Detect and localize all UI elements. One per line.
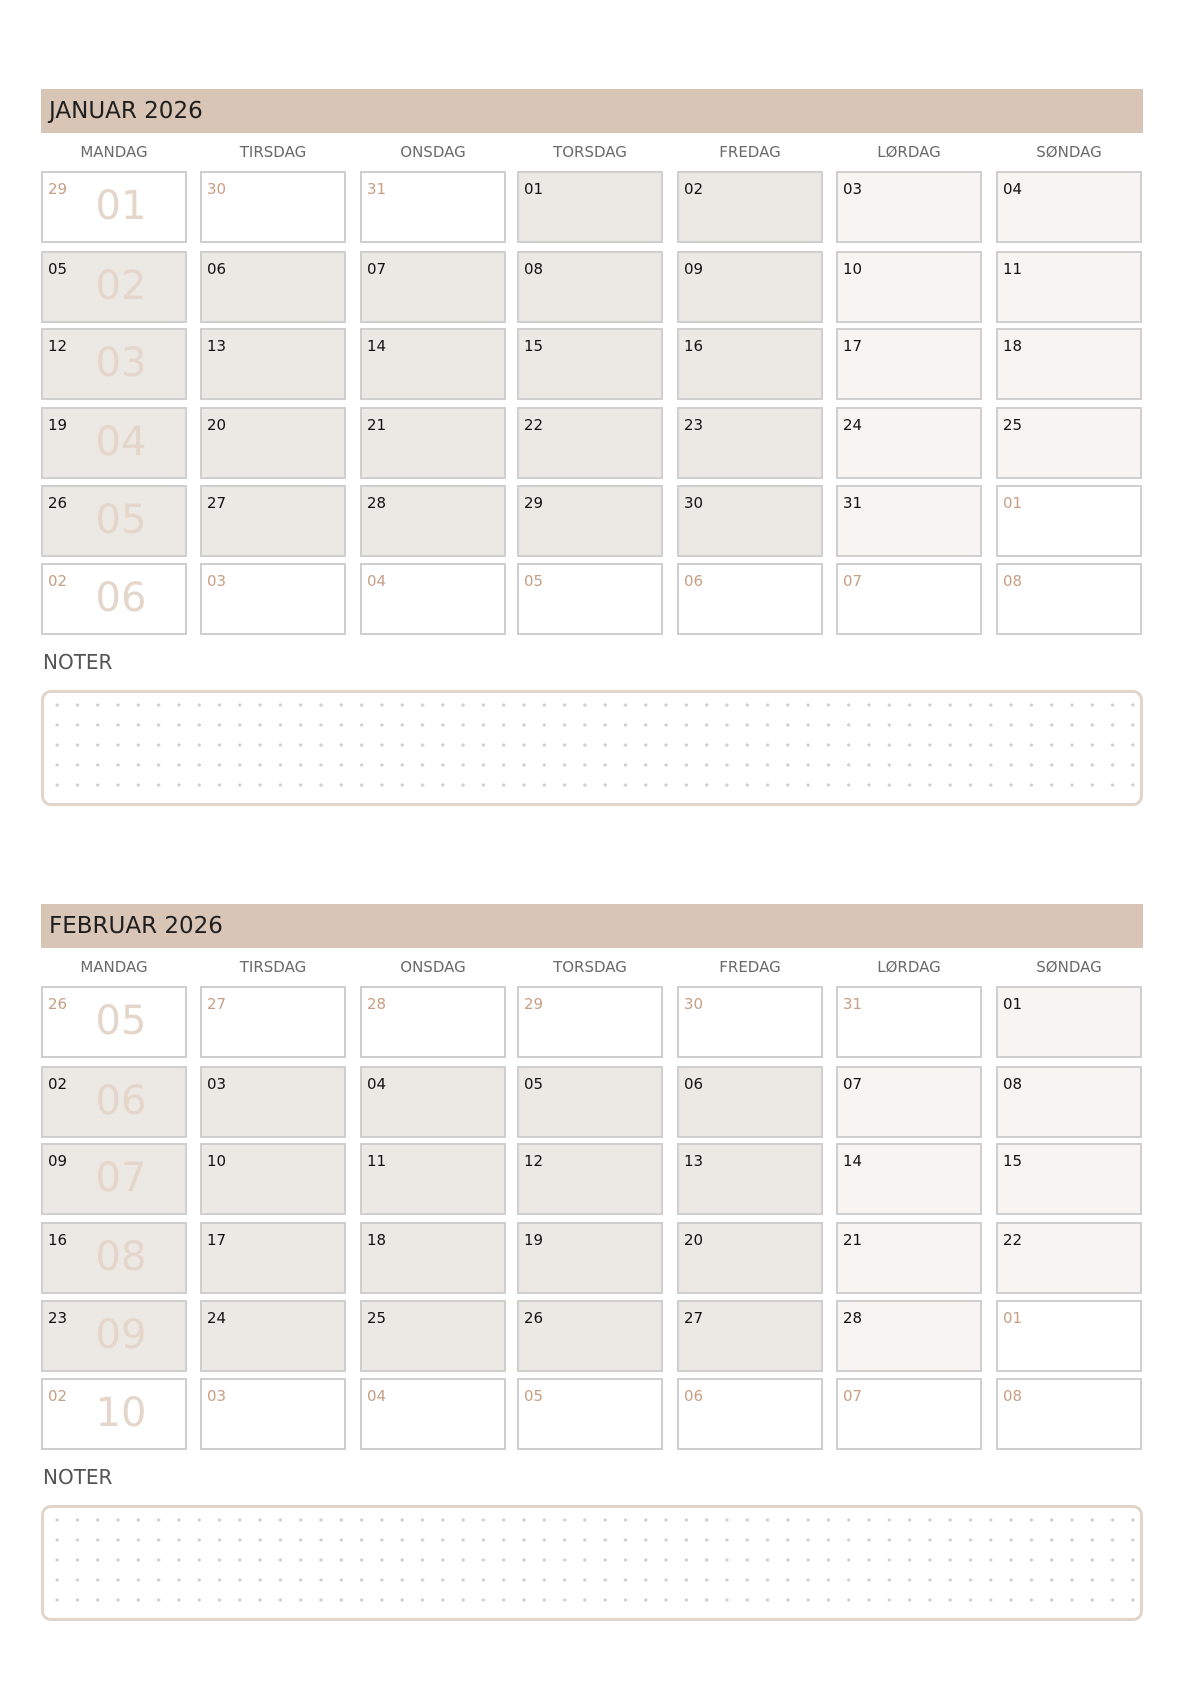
- day-number: 03: [207, 1387, 227, 1405]
- day-cell[interactable]: [996, 563, 1142, 635]
- week-number: 04: [95, 419, 147, 465]
- week-number: 07: [95, 1155, 147, 1201]
- day-number: 01: [524, 180, 544, 198]
- day-number: 16: [684, 337, 704, 355]
- day-cell[interactable]: [996, 485, 1142, 557]
- day-number: 06: [684, 572, 704, 590]
- weekday-label: TORSDAG: [553, 143, 627, 161]
- day-cell[interactable]: [517, 986, 663, 1058]
- day-number: 14: [843, 1152, 863, 1170]
- weekday-label: FREDAG: [719, 958, 781, 976]
- day-number: 08: [1003, 572, 1023, 590]
- day-number: 21: [367, 416, 387, 434]
- month-february: [41, 904, 1143, 1489]
- day-number: 15: [524, 337, 544, 355]
- day-cell[interactable]: [360, 407, 506, 479]
- day-number: 09: [48, 1152, 68, 1170]
- day-cell[interactable]: [41, 1066, 187, 1138]
- day-cell[interactable]: [360, 1300, 506, 1372]
- day-number: 27: [207, 995, 227, 1013]
- day-cell[interactable]: [360, 171, 506, 243]
- day-number: 30: [207, 180, 227, 198]
- day-cell[interactable]: [996, 986, 1142, 1058]
- day-cell[interactable]: [677, 328, 823, 400]
- day-number: 08: [1003, 1387, 1023, 1405]
- day-number: 03: [843, 180, 863, 198]
- day-cell[interactable]: [517, 328, 663, 400]
- day-cell[interactable]: [836, 986, 982, 1058]
- month-title: FEBRUAR 2026: [49, 913, 223, 939]
- day-cell[interactable]: [517, 1143, 663, 1215]
- day-number: 05: [524, 1075, 544, 1093]
- day-cell[interactable]: [677, 485, 823, 557]
- week-number: 05: [95, 497, 147, 543]
- day-cell[interactable]: [200, 1378, 346, 1450]
- day-number: 05: [524, 572, 544, 590]
- day-number: 22: [524, 416, 544, 434]
- day-number: 01: [1003, 1309, 1023, 1327]
- day-number: 16: [48, 1231, 68, 1249]
- day-cell[interactable]: [200, 251, 346, 323]
- day-number: 23: [684, 416, 704, 434]
- day-number: 02: [48, 1387, 68, 1405]
- day-cell[interactable]: [517, 251, 663, 323]
- day-cell[interactable]: [41, 1300, 187, 1372]
- weekday-header-row: [41, 948, 1143, 986]
- month-title-bar: [41, 904, 1143, 948]
- day-cell[interactable]: [836, 251, 982, 323]
- day-number: 06: [684, 1075, 704, 1093]
- day-cell[interactable]: [517, 1378, 663, 1450]
- day-cell[interactable]: [677, 1378, 823, 1450]
- notes-label: NOTER: [43, 1465, 113, 1489]
- day-number: 10: [207, 1152, 227, 1170]
- day-number: 31: [367, 180, 387, 198]
- day-cell[interactable]: [41, 1143, 187, 1215]
- day-number: 27: [207, 494, 227, 512]
- day-cell[interactable]: [996, 1300, 1142, 1372]
- week-number: 05: [95, 998, 147, 1044]
- day-cell[interactable]: [677, 1300, 823, 1372]
- day-cell[interactable]: [360, 563, 506, 635]
- day-cell[interactable]: [996, 1066, 1142, 1138]
- day-cell[interactable]: [360, 1143, 506, 1215]
- week-number: 01: [95, 183, 147, 229]
- day-cell[interactable]: [996, 1143, 1142, 1215]
- day-cell[interactable]: [677, 563, 823, 635]
- week-number: 06: [95, 1078, 147, 1124]
- day-number: 02: [684, 180, 704, 198]
- day-cell[interactable]: [41, 171, 187, 243]
- day-number: 19: [48, 416, 68, 434]
- weekday-label: ONSDAG: [400, 143, 466, 161]
- day-cell[interactable]: [677, 1222, 823, 1294]
- day-cell[interactable]: [517, 485, 663, 557]
- day-number: 03: [207, 1075, 227, 1093]
- day-cell[interactable]: [360, 1378, 506, 1450]
- day-number: 26: [48, 494, 68, 512]
- day-cell[interactable]: [41, 1222, 187, 1294]
- day-number: 20: [207, 416, 227, 434]
- day-cell[interactable]: [41, 251, 187, 323]
- day-number: 20: [684, 1231, 704, 1249]
- weekday-label: TIRSDAG: [239, 958, 307, 976]
- day-number: 29: [48, 180, 68, 198]
- day-cell[interactable]: [41, 986, 187, 1058]
- day-number: 26: [48, 995, 68, 1013]
- day-number: 01: [1003, 995, 1023, 1013]
- day-cell[interactable]: [996, 171, 1142, 243]
- day-cell[interactable]: [360, 1066, 506, 1138]
- day-cell[interactable]: [200, 485, 346, 557]
- day-cell[interactable]: [836, 407, 982, 479]
- day-cell[interactable]: [996, 407, 1142, 479]
- day-number: 17: [843, 337, 863, 355]
- day-number: 28: [367, 995, 387, 1013]
- day-number: 18: [1003, 337, 1023, 355]
- day-cell[interactable]: [200, 1222, 346, 1294]
- weekday-label: SØNDAG: [1036, 143, 1102, 161]
- day-number: 27: [684, 1309, 704, 1327]
- day-cell[interactable]: [200, 1066, 346, 1138]
- weekday-label: ONSDAG: [400, 958, 466, 976]
- day-cell[interactable]: [517, 171, 663, 243]
- day-number: 19: [524, 1231, 544, 1249]
- day-number: 31: [843, 995, 863, 1013]
- day-cell[interactable]: [836, 328, 982, 400]
- day-number: 17: [207, 1231, 227, 1249]
- day-cell[interactable]: [41, 328, 187, 400]
- day-number: 11: [1003, 260, 1023, 278]
- notes-box[interactable]: [41, 690, 1143, 806]
- month-title-bar: [41, 89, 1143, 133]
- day-number: 04: [367, 572, 387, 590]
- day-number: 25: [367, 1309, 387, 1327]
- day-cell[interactable]: [836, 1378, 982, 1450]
- day-cell[interactable]: [360, 251, 506, 323]
- day-cell[interactable]: [677, 1143, 823, 1215]
- day-cell[interactable]: [41, 563, 187, 635]
- day-number: 29: [524, 995, 544, 1013]
- day-number: 12: [48, 337, 68, 355]
- day-number: 05: [48, 260, 68, 278]
- weekday-label: LØRDAG: [877, 143, 941, 161]
- day-number: 07: [367, 260, 387, 278]
- day-number: 07: [843, 1387, 863, 1405]
- day-number: 30: [684, 995, 704, 1013]
- day-number: 09: [684, 260, 704, 278]
- day-number: 06: [684, 1387, 704, 1405]
- notes-label: NOTER: [43, 650, 113, 674]
- day-number: 02: [48, 1075, 68, 1093]
- week-number: 03: [95, 340, 147, 386]
- day-number: 01: [1003, 494, 1023, 512]
- day-cell[interactable]: [200, 563, 346, 635]
- week-number: 08: [95, 1234, 147, 1280]
- day-cell[interactable]: [517, 1222, 663, 1294]
- day-cell[interactable]: [836, 485, 982, 557]
- day-number: 08: [1003, 1075, 1023, 1093]
- day-cell[interactable]: [360, 1222, 506, 1294]
- day-cell[interactable]: [517, 1300, 663, 1372]
- day-cell[interactable]: [996, 328, 1142, 400]
- day-number: 07: [843, 572, 863, 590]
- day-cell[interactable]: [836, 1300, 982, 1372]
- day-number: 12: [524, 1152, 544, 1170]
- day-cell[interactable]: [517, 407, 663, 479]
- day-cell[interactable]: [996, 251, 1142, 323]
- month-january: [41, 89, 1143, 674]
- week-number: 06: [95, 575, 147, 621]
- day-number: 22: [1003, 1231, 1023, 1249]
- day-cell[interactable]: [200, 407, 346, 479]
- day-number: 25: [1003, 416, 1023, 434]
- day-cell[interactable]: [200, 1143, 346, 1215]
- week-number: 02: [95, 263, 147, 309]
- day-number: 13: [207, 337, 227, 355]
- day-number: 15: [1003, 1152, 1023, 1170]
- day-cell[interactable]: [836, 1222, 982, 1294]
- day-number: 24: [207, 1309, 227, 1327]
- day-number: 07: [843, 1075, 863, 1093]
- day-cell[interactable]: [836, 1066, 982, 1138]
- day-cell[interactable]: [41, 485, 187, 557]
- day-cell[interactable]: [996, 1222, 1142, 1294]
- day-cell[interactable]: [517, 563, 663, 635]
- day-cell[interactable]: [677, 171, 823, 243]
- day-number: 11: [367, 1152, 387, 1170]
- day-cell[interactable]: [360, 485, 506, 557]
- weekday-label: TIRSDAG: [239, 143, 307, 161]
- weekday-label: SØNDAG: [1036, 958, 1102, 976]
- day-number: 03: [207, 572, 227, 590]
- day-number: 29: [524, 494, 544, 512]
- day-cell[interactable]: [836, 1143, 982, 1215]
- day-number: 28: [843, 1309, 863, 1327]
- weekday-label: MANDAG: [80, 958, 148, 976]
- day-cell[interactable]: [677, 251, 823, 323]
- day-cell[interactable]: [200, 328, 346, 400]
- day-cell[interactable]: [360, 986, 506, 1058]
- day-cell[interactable]: [836, 563, 982, 635]
- weekday-label: TORSDAG: [553, 958, 627, 976]
- day-number: 21: [843, 1231, 863, 1249]
- day-number: 24: [843, 416, 863, 434]
- calendar-grid: [41, 171, 1143, 641]
- day-cell[interactable]: [41, 1378, 187, 1450]
- day-cell[interactable]: [41, 407, 187, 479]
- day-number: 13: [684, 1152, 704, 1170]
- day-cell[interactable]: [677, 407, 823, 479]
- weekday-label: FREDAG: [719, 143, 781, 161]
- day-number: 05: [524, 1387, 544, 1405]
- day-cell[interactable]: [360, 328, 506, 400]
- month-title: JANUAR 2026: [49, 98, 203, 124]
- day-number: 08: [524, 260, 544, 278]
- day-cell[interactable]: [517, 1066, 663, 1138]
- week-number: 10: [95, 1390, 147, 1436]
- weekday-label: MANDAG: [80, 143, 148, 161]
- day-cell[interactable]: [200, 171, 346, 243]
- day-number: 04: [367, 1075, 387, 1093]
- day-number: 30: [684, 494, 704, 512]
- day-cell[interactable]: [836, 171, 982, 243]
- week-number: 09: [95, 1312, 147, 1358]
- day-number: 04: [1003, 180, 1023, 198]
- day-number: 14: [367, 337, 387, 355]
- day-number: 23: [48, 1309, 68, 1327]
- day-number: 26: [524, 1309, 544, 1327]
- day-cell[interactable]: [677, 1066, 823, 1138]
- day-cell[interactable]: [996, 1378, 1142, 1450]
- weekday-label: LØRDAG: [877, 958, 941, 976]
- day-number: 10: [843, 260, 863, 278]
- day-number: 28: [367, 494, 387, 512]
- day-number: 31: [843, 494, 863, 512]
- day-cell[interactable]: [200, 1300, 346, 1372]
- calendar-grid: [41, 986, 1143, 1456]
- day-number: 06: [207, 260, 227, 278]
- day-cell[interactable]: [200, 986, 346, 1058]
- day-number: 18: [367, 1231, 387, 1249]
- notes-box[interactable]: [41, 1505, 1143, 1621]
- day-number: 02: [48, 572, 68, 590]
- weekday-header-row: [41, 133, 1143, 171]
- day-number: 04: [367, 1387, 387, 1405]
- day-cell[interactable]: [677, 986, 823, 1058]
